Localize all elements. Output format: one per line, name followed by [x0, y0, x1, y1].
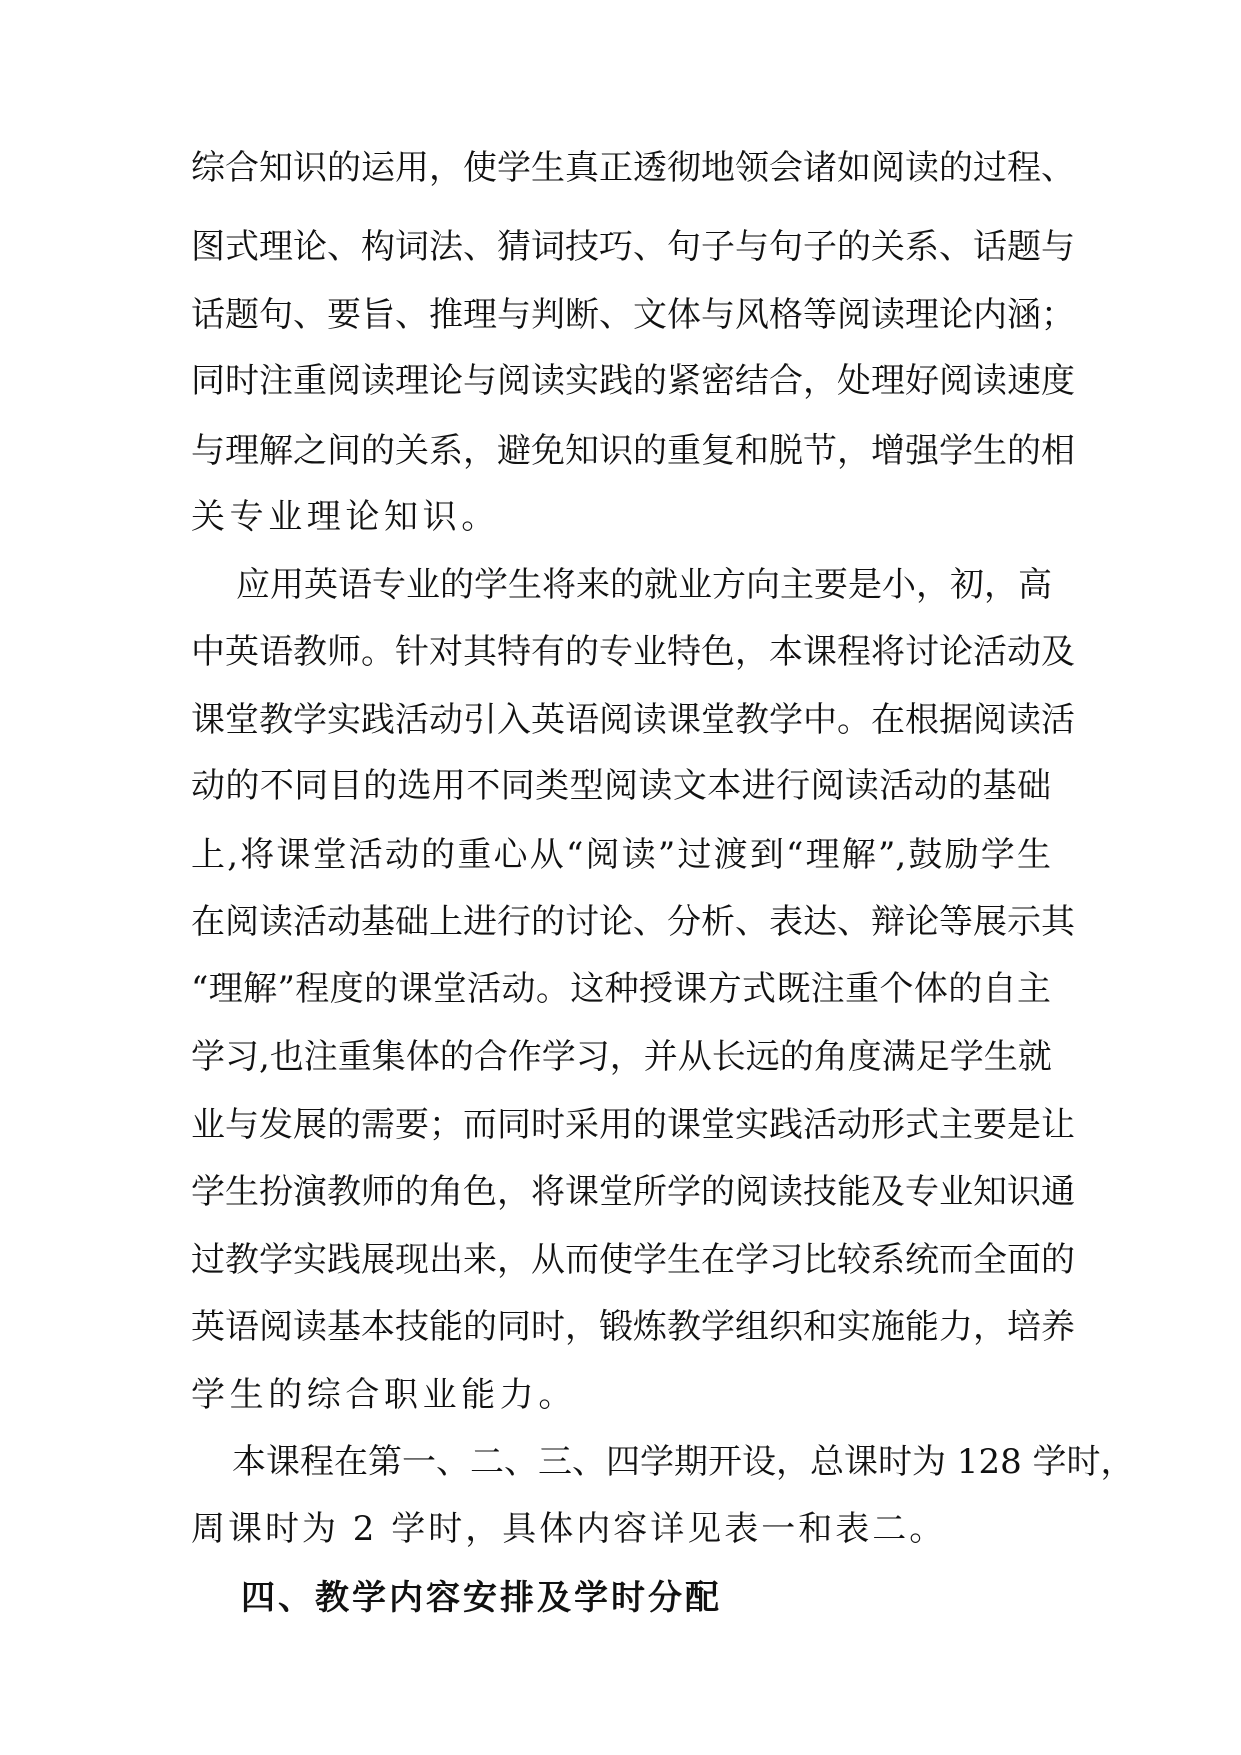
text-line: “理解”程度的课堂活动。这种授课方式既注重个体的自主 — [191, 969, 1051, 1009]
text-line: 在阅读活动基础上进行的讨论、分析、表达、辩论等展示其 — [191, 902, 1075, 942]
text-line: 学习,也注重集体的合作学习，并从长远的角度满足学生就 — [191, 1037, 1052, 1077]
text-line: 关专业理论知识。 — [191, 497, 500, 537]
text-line: 上,将课堂活动的重心从“阅读”过渡到“理解”,鼓励学生 — [191, 835, 1051, 875]
text-line: 业与发展的需要；而同时采用的课堂实践活动形式主要是让 — [191, 1105, 1075, 1145]
text-line: 学生的综合职业能力。 — [191, 1375, 577, 1415]
text-line: 与理解之间的关系，避免知识的重复和脱节，增强学生的相 — [191, 431, 1075, 471]
text-line: 课堂教学实践活动引入英语阅读课堂教学中。在根据阅读活 — [191, 700, 1075, 740]
text-line: 图式理论、构词法、猜词技巧、句子与句子的关系、话题与 — [191, 227, 1075, 267]
paragraph-first-line: 本课程在第一、二、三、四学期开设，总课时为 128 学时， — [232, 1442, 1135, 1482]
text-line: 英语阅读基本技能的同时，锻炼教学组织和实施能力，培养 — [191, 1307, 1075, 1347]
paragraph-first-line: 应用英语专业的学生将来的就业方向主要是小，初，高 — [236, 565, 1052, 605]
text-line: 话题句、要旨、推理与判断、文体与风格等阅读理论内涵； — [191, 295, 1075, 335]
text-line: 动的不同目的选用不同类型阅读文本进行阅读活动的基础 — [191, 766, 1051, 806]
text-line: 过教学实践展现出来，从而使学生在学习比较系统而全面的 — [191, 1240, 1075, 1280]
text-line: 周课时为 2 学时，具体内容详见表一和表二。 — [191, 1509, 947, 1549]
section-heading: 四、教学内容安排及学时分配 — [241, 1578, 722, 1618]
text-line: 学生扮演教师的角色，将课堂所学的阅读技能及专业知识通 — [191, 1172, 1075, 1212]
text-line: 综合知识的运用，使学生真正透彻地领会诸如阅读的过程、 — [191, 148, 1075, 188]
text-line: 同时注重阅读理论与阅读实践的紧密结合，处理好阅读速度 — [191, 361, 1075, 401]
text-line: 中英语教师。针对其特有的专业特色，本课程将讨论活动及 — [191, 632, 1075, 672]
